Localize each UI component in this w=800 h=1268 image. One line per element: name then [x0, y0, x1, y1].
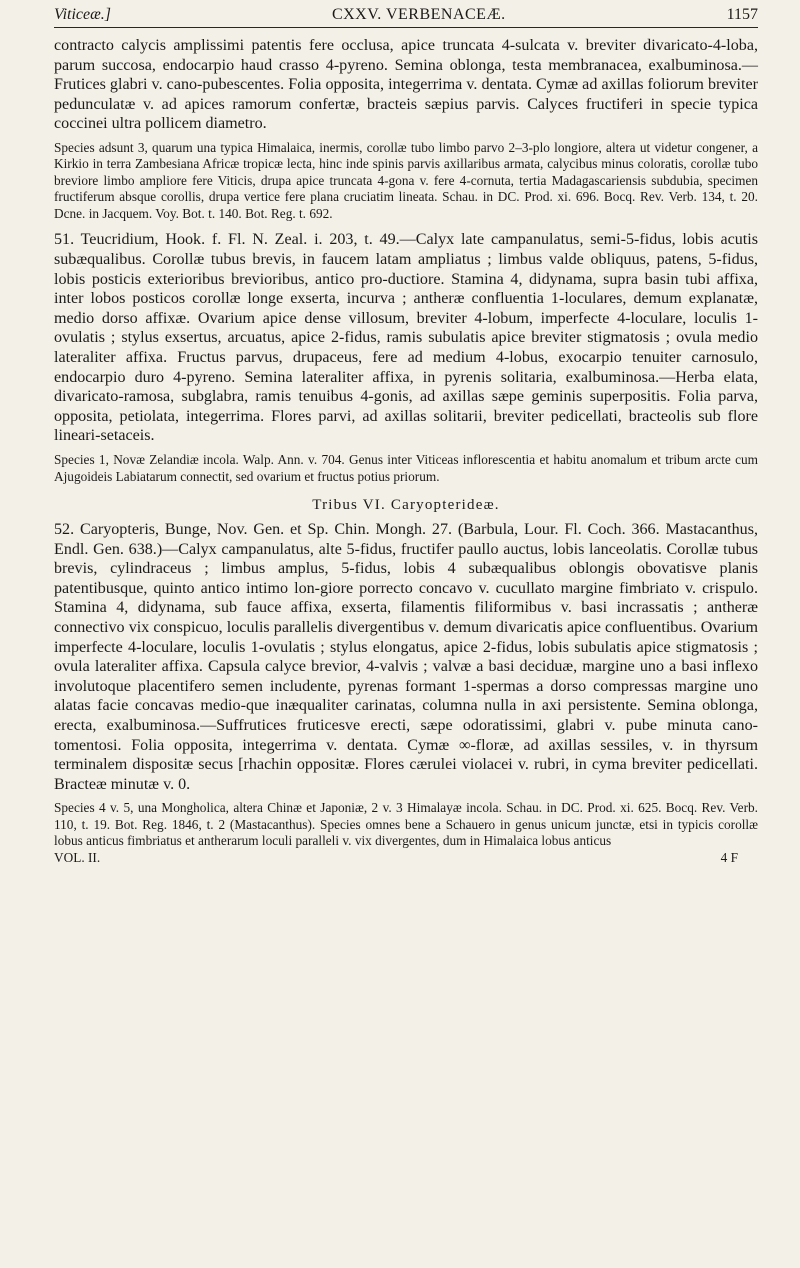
note-paragraph: Species adsunt 3, quarum una typica Himalaica, inermis, corollæ tubo limbo parvo 2–3-plo longiore, altera ut videtur congener, a Kirkio in terra Zambesiana Africæ tropicæ lecta, hinc inde spinis parvis axillaribus armata, calycibus minus coloratis, corollæ tubo breviore limbo ampliore fere Viticis, drupa apice truncata 4-gona v. fere 4-cornuta, tertia Madagascariensis subdubia, specimen fructiferum absque corollis, drupa vertice fere plana cruciatim lineata. Schau. in DC. Prod. xi. 696. Bocq. Rev. Verb. 134, t. 20. Dcne. in Jacquem. Voy. Bot. t. 140. Bot. Reg. t. 692.	[54, 139, 758, 221]
volume-label: VOL. II.	[54, 849, 101, 865]
paragraph: contracto calycis amplissimi patentis fere occlusa, apice truncata 4-sulcata v. breviter divaricato-4-loba, parum succosa, endocarpio haud crasso 4-pyreno. Semina oblonga, testa membranacea, exalbuminosa.—Frutices glabri v. cano-pubescentes. Folia opposita, integerrima v. dentata. Cymæ ad axillas foliorum breviter pedunculatæ v. ad apices ramorum confertæ, bracteis sæpius parvis. Calyces fructiferi in specie typica coccinei ultra pollicem diametro.	[54, 37, 758, 133]
paragraph: 52. Caryopteris, Bunge, Nov. Gen. et Sp. Chin. Mongh. 27. (Barbula, Lour. Fl. Coch. 366. Mastacanthus, Endl. Gen. 638.)—Calyx campanulatus, alte 5-fidus, fructifer paullo auctus, lobis lanceolatis. Corollæ tubus brevis, cylindraceus ; limbus amplus, 5-fidus, lobis 4 subæqualibus oblongis obovatisve planis patentibusque, quinto antico intimo lon-giore porrecto concavo v. cucullato margine fimbriato v. crispulo. Stamina 4, didynama, sub fauce affixa, exserta, filamentis filiformibus v. basi incrassatis ; antheræ connectivo vix conspicuo, loculis parallelis divergentibus v. demum divaricatis apice confluentibus. Ovarium imperfecte 4-loculare, loculis 1-ovulatis ; stylus elongatus, apice 2-fidus, lobis subulatis apice stigmatosis ; ovula lateraliter affixa. Capsula calyce brevior, 4-valvis ; valvæ a basi deciduæ, margine uno a basi inflexo involutoque placentifero semen includente, pyrenas formant 1-spermas a dorso compressas margine uno alatas facie concavas medio-que inæqualiter carinatas, columna nulla in axi persistente. Semina oblonga, erecta, exalbuminosa.—Suffrutices fruticesve erecti, sæpe odoratissimi, glabri v. pube minuta cano-tomentosi. Folia opposita, integerrima v. dentata. Cymæ ∞-floræ, ad axillas sessiles, v. in thyrsum terminalem dispositæ secus [rhachin oppositæ. Flores cærulei violacei v. rubri, in cyma breviter pedicellati. Bracteæ minutæ v. 0.	[54, 521, 758, 793]
tribe-heading: Tribus VI. Caryopterideæ.	[312, 497, 500, 513]
signature-mark: 4 F	[720, 849, 738, 865]
paragraph: 51. Teucridium, Hook. f. Fl. N. Zeal. i. 203, t. 49.—Calyx late campanulatus, semi-5-fidus, lobis acutis subæqualibus. Corollæ tubus brevis, in faucem latam ampliatus ; limbus valde obliquus, patens, 5-fidus, lobis posticis exterioribus brevioribus, antico pro-ductiore. Stamina 4, didynama, supra basin tubi affixa, inter lobos posticos corollæ longe exserta, incurva ; antheræ confluentia 1-loculares, demum explanatæ, medio dorso affixæ. Ovarium apice dense villosum, breviter 4-lobum, imperfecte 4-loculare, loculis 1-ovulatis ; stylus exsertus, arcuatus, apice 2-fidus, ramis subulatis apice breviter stigmatosis ; ovula medio lateraliter affixa. Fructus parvus, drupaceus, fere ad medium 4-lobus, exocarpio tenuiter carnosulo, endocarpio duro 4-pyreno. Semina lateraliter affixa, in pyrenis solitaria, exalbuminosa.—Herba elata, divaricato-ramosa, subglabra, ramis tenuibus 4-gonis, ad axillas sæpe geminis superpositis. Folia parva, opposita, petiolata, integerrima. Flores parvi, ad axillas solitarii, breviter pedicellati, bracteolis sub flore lineari-setaceis.	[54, 231, 758, 445]
note-paragraph: Species 1, Novæ Zelandiæ incola. Walp. Ann. v. 704. Genus inter Viticeas inflorescentia et habitu anomalum et tribum arcte cum Ajugoideis Labiatarum connectit, sed ovarium et fructus potius priorum.	[54, 452, 758, 484]
header-section: Viticeæ.]	[54, 6, 112, 23]
note-paragraph: Species 4 v. 5, una Mongholica, altera Chinæ et Japoniæ, 2 v. 3 Himalayæ incola. Schau. in DC. Prod. xi. 625. Bocq. Rev. Verb. 110, t. 19. Bot. Reg. 1846, t. 2 (Mastacanthus). Species omnes bene a Schauero in genus unicum junctæ, etsi in typicis corollæ lobus anticus fimbriatus et antherarum loculi paralleli v. vix divergentes, dum in Himalaica lobus anticus	[54, 800, 758, 849]
page-footer	[54, 850, 758, 866]
page-number: 1157	[726, 6, 758, 23]
running-header	[54, 6, 758, 28]
header-title: CXXV. VERBENACEÆ.	[331, 6, 506, 23]
page-body	[54, 36, 758, 850]
